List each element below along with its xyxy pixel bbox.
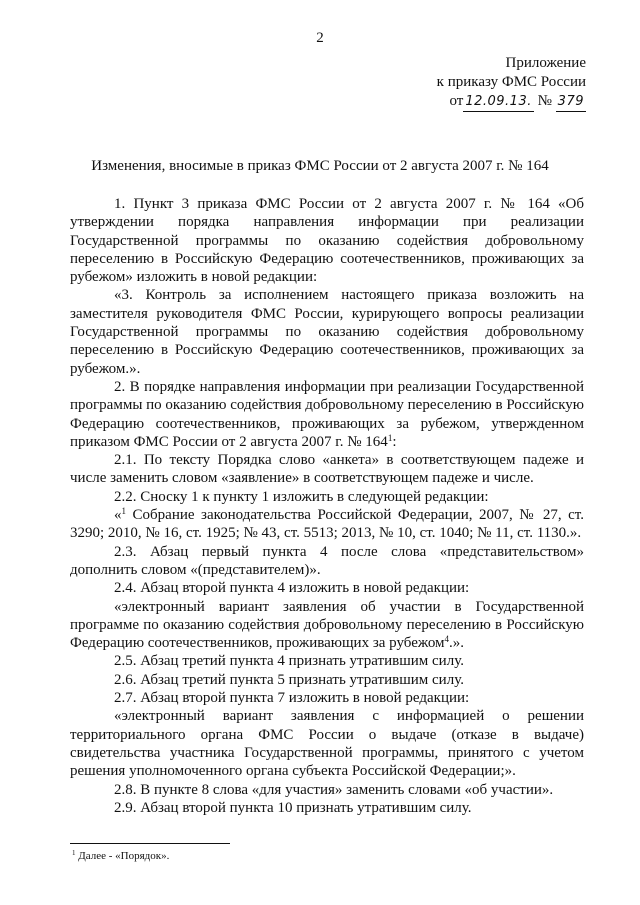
paragraph-2-5: 2.5. Абзац третий пункта 4 признать утратившим силу. [114, 653, 464, 670]
paragraph-2-2: 2.2. Сноску 1 к пункту 1 изложить в следующей редакции: [114, 488, 489, 505]
page-number: 2 [316, 30, 324, 46]
quote-footnote-marker: 1 [121, 506, 126, 517]
appendix-line1: Приложение [505, 55, 586, 71]
quote-open: « [114, 507, 122, 524]
footnote-marker: 1 [72, 849, 76, 857]
appendix-date-line [437, 92, 586, 112]
document-title: Изменения, вносимые в приказ ФМС России от 2 августа 2007 г. № 164 [91, 158, 549, 174]
paragraph-1-quote: «3. Контроль за исполнением настоящего приказа возложить на заместителя руководителя ФМС России, курирующего вопросы реализации Государственной программы по оказанию содействия добровольному переселению в Российскую Федерацию соотечественников, проживающих за рубежом.». [70, 287, 584, 377]
paragraph-1: 1. Пункт 3 приказа ФМС России от 2 августа 2007 г. № 164 «Об утверждении порядка направления информации при реализации Государственной программы по оказанию содействия добровольному переселению в Российскую Федерацию соотечественников, проживающих за рубежом» изложить в новой редакции: [70, 196, 584, 286]
number-prefix: № [537, 93, 552, 109]
quote-text: Собрание законодательства Российской Федерации, 2007, № 27, ст. 3290; 2010, № 16, ст. 1925; № 43, ст. 5513; 2013, № 10, ст. 1040; № 11, ст. 1130.». [70, 507, 584, 542]
paragraph-2 [70, 378, 584, 451]
paragraph-2-end: : [392, 433, 397, 450]
paragraph-2-1: 2.1. По тексту Порядка слово «анкета» в соответствующем падеже и числе заменить словом «заявление» в соответствующем падеже и числе. [70, 452, 584, 487]
paragraph-2-7-quote: «электронный вариант заявления с информацией о решении территориального органа ФМС России о выдаче (отказе в выдаче) свидетельства участника Государственной программы, принятого с учетом решения уполномоченного органа субъекта Российской Федерации;». [70, 708, 584, 780]
footnote-ref: 4 [444, 634, 450, 645]
paragraph-2-4-quote [70, 598, 584, 653]
paragraph-2-6: 2.6. Абзац третий пункта 5 признать утратившим силу. [114, 671, 464, 688]
paragraph-2-7: 2.7. Абзац второй пункта 7 изложить в новой редакции: [114, 690, 470, 707]
footnote-text: Далее - «Порядок». [78, 850, 170, 862]
appendix-line2: к приказу ФМС России [436, 74, 586, 90]
quote-text: «электронный вариант заявления об участии в Государственной программе по оказанию содействия добровольному переселению в Российскую Федерацию соотечественников, проживающих за рубежом [70, 598, 584, 652]
footnote [72, 850, 169, 862]
paragraph-2-9: 2.9. Абзац второй пункта 10 признать утратившим силу. [114, 799, 472, 816]
document-body [70, 195, 584, 817]
paragraph-2-8: 2.8. В пункте 8 слова «для участия» заменить словами «об участии». [114, 781, 554, 798]
paragraph-2-2-quote [70, 506, 584, 543]
quote-end: .». [449, 635, 465, 652]
handwritten-number: 379 [556, 92, 586, 112]
footnote-ref: 1 [387, 432, 393, 443]
handwritten-date: 12.09.13. [463, 92, 534, 112]
paragraph-2-4: 2.4. Абзац второй пункта 4 изложить в новой редакции: [114, 580, 470, 597]
footnote-divider [70, 843, 230, 844]
paragraph-2-3: 2.3. Абзац первый пункта 4 после слова «представительством» дополнить словом «(представителем)». [70, 543, 584, 578]
date-prefix: от [449, 93, 464, 109]
appendix-header [437, 54, 586, 112]
paragraph-2-text: 2. В порядке направления информации при реализации Государственной программы по оказанию содействия добровольному переселению в Российскую Федерацию соотечественников, проживающих за рубежом, утвержденном приказом ФМС России от 2 августа 2007 г. № 164 [70, 378, 584, 450]
